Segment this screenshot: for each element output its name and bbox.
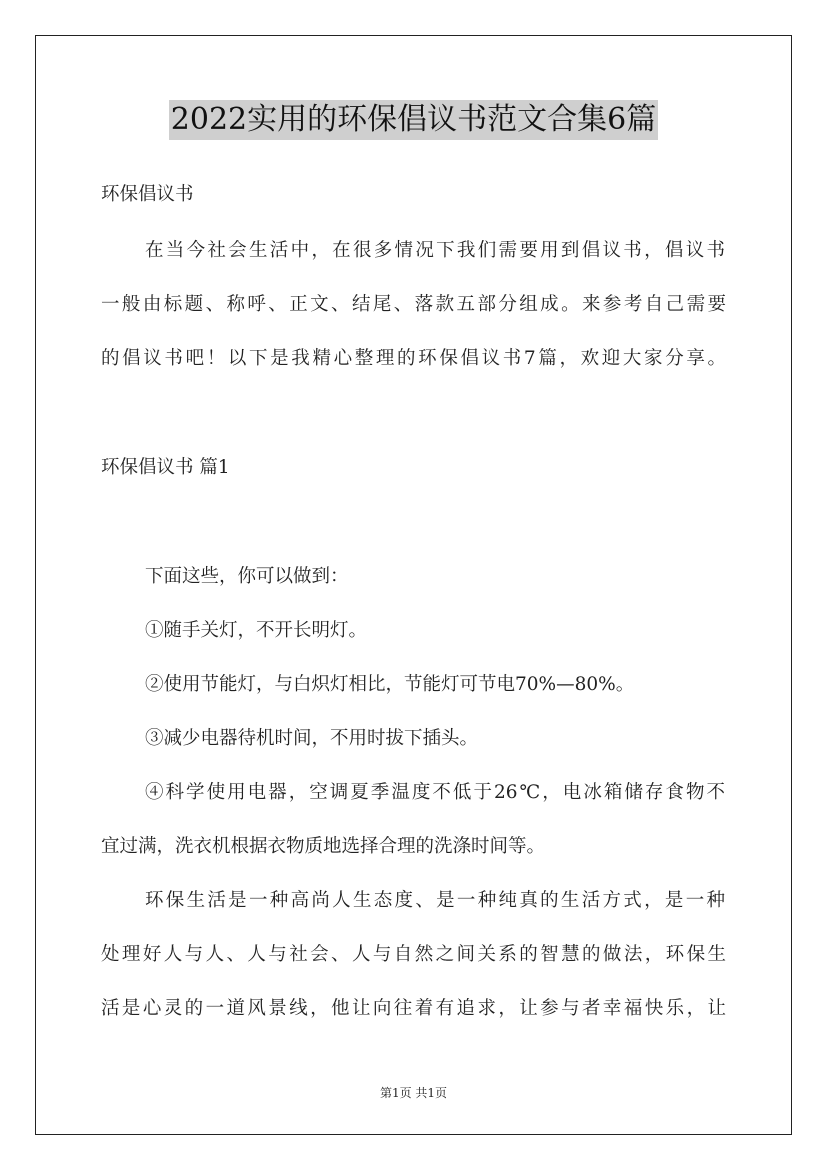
section-heading: 环保倡议书 篇1 xyxy=(101,457,230,478)
document-title: 2022实用的环保倡议书范文合集6篇 xyxy=(169,100,658,140)
paragraph-line: 活是心灵的一道风景线，他让向往着有追求，让参与者幸福快乐，让 xyxy=(101,998,726,1019)
paragraph-line: 的倡议书吧！以下是我精心整理的环保倡议书7篇，欢迎大家分享。 xyxy=(101,348,726,369)
page-footer: 第1页 共1页 xyxy=(379,1086,448,1100)
paragraph-line: 在当今社会生活中，在很多情况下我们需要用到倡议书，倡议书 xyxy=(145,240,725,261)
list-item: ②使用节能灯，与白炽灯相比，节能灯可节电70%—80%。 xyxy=(145,674,635,695)
paragraph-line: 环保生活是一种高尚人生态度、是一种纯真的生活方式，是一种 xyxy=(145,890,725,911)
list-item: ④科学使用电器，空调夏季温度不低于26℃，电冰箱储存食物不 xyxy=(145,782,725,803)
list-item: ③减少电器待机时间，不用时拔下插头。 xyxy=(145,728,479,749)
list-item: ①随手关灯，不开长明灯。 xyxy=(145,620,368,641)
paragraph-line: 下面这些，你可以做到： xyxy=(145,566,349,587)
paragraph-line: 处理好人与人、人与社会、人与自然之间关系的智慧的做法，环保生 xyxy=(101,944,726,965)
paragraph-line: 一般由标题、称呼、正文、结尾、落款五部分组成。来参考自己需要 xyxy=(101,294,726,315)
paragraph-line: 宜过满，洗衣机根据衣物质地选择合理的洗涤时间等。 xyxy=(101,836,546,857)
title-wrap xyxy=(0,100,827,140)
section-heading: 环保倡议书 xyxy=(101,184,194,205)
